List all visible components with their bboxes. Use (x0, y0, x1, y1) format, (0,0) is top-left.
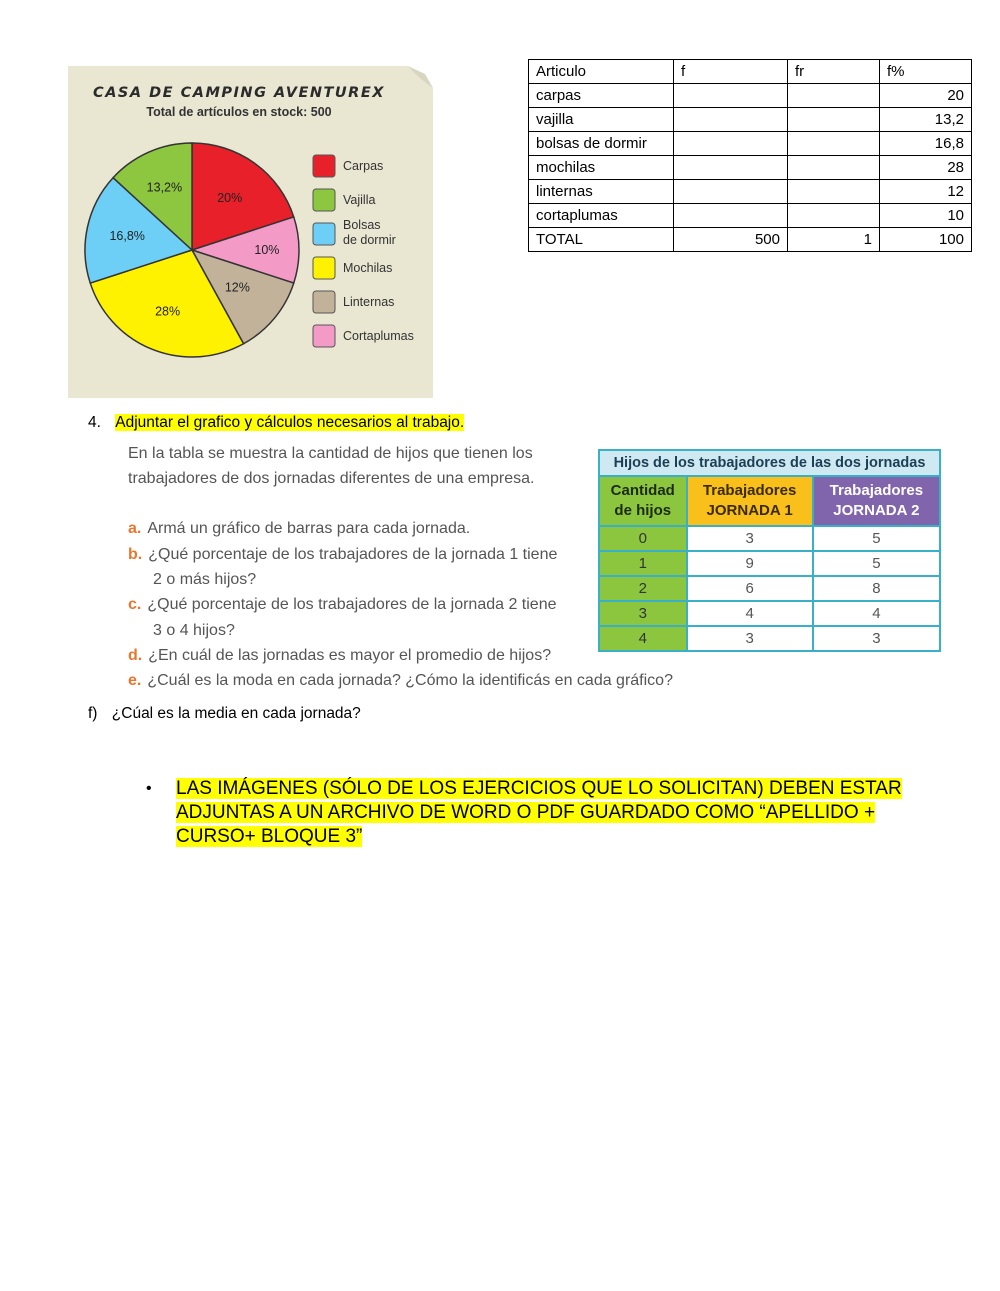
table-row (599, 576, 940, 601)
stock-header-fr: fr (788, 60, 880, 84)
stock-table-header-row (529, 60, 972, 84)
stock-cell: vajilla (529, 108, 674, 132)
hijos-cell: 4 (599, 626, 687, 651)
hijos-table (598, 449, 941, 652)
stock-header-f: f (674, 60, 788, 84)
table-row (599, 526, 940, 551)
legend-swatch (313, 325, 335, 347)
table-row (529, 132, 972, 156)
hijos-cell: 3 (687, 526, 813, 551)
stock-cell: carpas (529, 84, 674, 108)
stock-header-fpct: f% (880, 60, 972, 84)
note-line3: CURSO+ BLOQUE 3” (176, 826, 363, 847)
legend-swatch (313, 155, 335, 177)
hijos-header-cantidad-line1: Cantidad (610, 482, 675, 499)
exercise-instruction: Adjuntar el grafico y cálculos necesarios al trabajo. (115, 414, 465, 431)
hijos-cell: 1 (599, 551, 687, 576)
table-row (599, 601, 940, 626)
note-line1: LAS IMÁGENES (SÓLO DE LOS EJERCICIOS QUE LO SOLICITAN) DEBEN ESTAR (176, 778, 902, 799)
exercise-number: 4. (88, 414, 101, 431)
item-a-letter: a. (128, 520, 142, 537)
stock-cell (674, 132, 788, 156)
hijos-header-jornada2-line1: Trabajadores (829, 482, 924, 499)
legend-label: Cortaplumas (343, 329, 414, 343)
stock-cell: TOTAL (529, 228, 674, 252)
stock-cell (788, 108, 880, 132)
item-e (128, 668, 673, 693)
table-row (529, 204, 972, 228)
item-c-text: ¿Qué porcentaje de los trabajadores de la jornada 2 tiene (147, 596, 557, 613)
hijos-cell: 8 (813, 576, 940, 601)
stock-cell (674, 204, 788, 228)
pie-label-vajilla: 13,2% (146, 180, 183, 195)
pie-legend (313, 155, 414, 347)
hijos-table-title: Hijos de los trabajadores de las dos jornadas (599, 450, 940, 476)
legend-swatch (313, 223, 335, 245)
table-row (599, 626, 940, 651)
stock-cell: 1 (788, 228, 880, 252)
stock-cell: 20 (880, 84, 972, 108)
stock-cell: 28 (880, 156, 972, 180)
stock-cell: 100 (880, 228, 972, 252)
hijos-header-jornada2 (813, 476, 940, 526)
hijos-cell: 9 (687, 551, 813, 576)
stock-cell (788, 156, 880, 180)
pie-label-cortaplumas: 10% (254, 243, 280, 257)
item-a-text: Armá un gráfico de barras para cada jornada. (147, 520, 471, 537)
legend-swatch (313, 189, 335, 211)
pie-chart-svg (68, 66, 433, 398)
legend-swatch (313, 291, 335, 313)
item-b (128, 542, 557, 567)
item-c (128, 592, 557, 617)
table-row (529, 228, 972, 252)
stock-cell: 500 (674, 228, 788, 252)
stock-cell (788, 204, 880, 228)
hijos-table-wrapper (598, 449, 941, 652)
item-d-letter: d. (128, 647, 143, 664)
stock-cell (788, 132, 880, 156)
stock-cell: mochilas (529, 156, 674, 180)
item-f-text: ¿Cúal es la media en cada jornada? (111, 705, 361, 722)
exercise-intro-line2: trabajadores de dos jornadas diferentes de una empresa. (128, 470, 535, 487)
item-d (128, 643, 551, 668)
pie-chart-panel (68, 66, 433, 398)
item-c-letter: c. (128, 596, 142, 613)
hijos-cell: 5 (813, 526, 940, 551)
pie-label-bolsas-de-dormir: 16,8% (109, 228, 145, 243)
item-b-letter: b. (128, 546, 143, 563)
legend-label: Bolsas de dormir (343, 218, 396, 247)
stock-cell: 12 (880, 180, 972, 204)
item-b-text-cont: 2 o más hijos? (153, 571, 257, 588)
stock-cell (674, 84, 788, 108)
pie-title: CASA DE CAMPING AVENTUREX (93, 85, 385, 101)
stock-cell (674, 108, 788, 132)
stock-header-articulo: Articulo (529, 60, 674, 84)
hijos-cell: 4 (813, 601, 940, 626)
legend-label: Linternas (343, 295, 395, 309)
hijos-header-jornada1-line2: JORNADA 1 (706, 502, 793, 519)
stock-cell: 16,8 (880, 132, 972, 156)
note-line2: ADJUNTAS A UN ARCHIVO DE WORD O PDF GUARDADO COMO “APELLIDO + (176, 802, 876, 823)
hijos-cell: 4 (687, 601, 813, 626)
legend-label: Carpas (343, 159, 384, 173)
hijos-cell: 3 (599, 601, 687, 626)
item-a (128, 516, 470, 541)
hijos-title-row (599, 450, 940, 476)
hijos-cell: 3 (687, 626, 813, 651)
table-row (529, 108, 972, 132)
hijos-header-jornada1 (687, 476, 813, 526)
hijos-cell: 0 (599, 526, 687, 551)
hijos-header-cantidad (599, 476, 687, 526)
stock-cell (788, 84, 880, 108)
hijos-header-jornada1-line1: Trabajadores (702, 482, 797, 499)
stock-cell (674, 180, 788, 204)
table-row (529, 180, 972, 204)
hijos-cell: 5 (813, 551, 940, 576)
hijos-cell: 2 (599, 576, 687, 601)
legend-swatch (313, 257, 335, 279)
item-e-text: ¿Cuál es la moda en cada jornada? ¿Cómo la identificás en cada gráfico? (147, 672, 673, 689)
legend-label: Vajilla (343, 193, 376, 207)
hijos-header-jornada2-line2: JORNADA 2 (833, 502, 920, 519)
table-row (529, 84, 972, 108)
table-row (529, 156, 972, 180)
pie-label-mochilas: 28% (155, 304, 181, 319)
stock-table (528, 59, 972, 252)
stock-cell: 13,2 (880, 108, 972, 132)
stock-cell (788, 180, 880, 204)
pie-subtitle: Total de artículos en stock: 500 (146, 105, 332, 119)
item-e-letter: e. (128, 672, 142, 689)
item-f (88, 705, 361, 723)
item-b-text: ¿Qué porcentaje de los trabajadores de la jornada 1 tiene (148, 546, 558, 563)
item-d-text: ¿En cuál de las jornadas es mayor el promedio de hijos? (148, 647, 552, 664)
exercise-intro-line1: En la tabla se muestra la cantidad de hijos que tienen los (128, 445, 533, 462)
legend-label: Mochilas (343, 261, 393, 275)
pie-label-carpas: 20% (217, 191, 243, 206)
stock-cell: bolsas de dormir (529, 132, 674, 156)
exercise-4-heading (88, 414, 464, 432)
hijos-header-cantidad-line2: de hijos (614, 502, 672, 519)
stock-cell (674, 156, 788, 180)
hijos-header-row (599, 476, 940, 526)
stock-cell: 10 (880, 204, 972, 228)
hijos-cell: 3 (813, 626, 940, 651)
pie-label-linternas: 12% (224, 280, 250, 295)
hijos-cell: 6 (687, 576, 813, 601)
item-c-text-cont: 3 o 4 hijos? (153, 622, 235, 639)
table-row (599, 551, 940, 576)
note-text (176, 777, 936, 849)
item-f-letter: f) (88, 705, 98, 722)
stock-cell: linternas (529, 180, 674, 204)
bullet-icon: • (146, 780, 152, 797)
stock-cell: cortaplumas (529, 204, 674, 228)
